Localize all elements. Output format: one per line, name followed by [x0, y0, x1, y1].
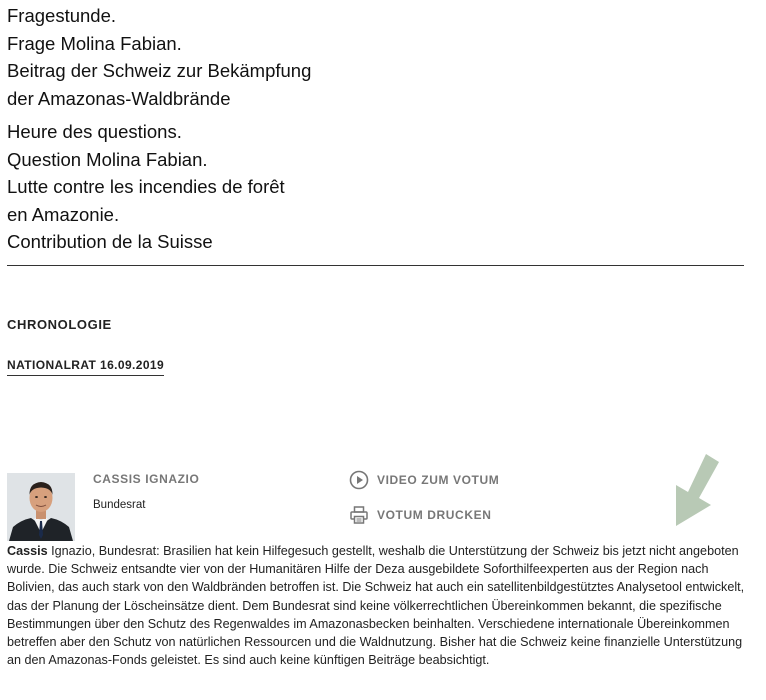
title-line: Frage Molina Fabian. — [7, 32, 182, 54]
title-line: Contribution de la Suisse — [7, 231, 213, 252]
title-line: Beitrag der Schweiz zur Bekämpfung — [7, 60, 312, 81]
arrow-down-left-icon — [668, 452, 724, 528]
video-link-label: VIDEO ZUM VOTUM — [377, 473, 500, 487]
speech-text — [7, 542, 747, 669]
portrait-image — [7, 473, 75, 541]
title-line: Lutte contre les incendies de forêt — [7, 176, 285, 197]
speaker-name[interactable]: CASSIS IGNAZIO — [93, 472, 200, 486]
title-line: Heure des questions. — [7, 121, 182, 142]
print-link-label: VOTUM DRUCKEN — [377, 508, 492, 522]
business-title — [7, 2, 747, 256]
session-link[interactable]: NATIONALRAT 16.09.2019 — [7, 358, 164, 376]
title-german — [7, 2, 747, 112]
divider — [7, 265, 744, 266]
speaker-portrait — [7, 473, 75, 541]
play-circle-icon — [349, 470, 369, 490]
printer-icon — [349, 505, 369, 525]
chronology-heading: CHRONOLOGIE — [7, 317, 112, 332]
speaker-role: Bundesrat — [93, 499, 146, 511]
title-line: en Amazonie. — [7, 203, 120, 225]
print-link[interactable] — [349, 505, 491, 525]
title-line: Question Molina Fabian. — [7, 148, 208, 170]
video-link[interactable] — [349, 470, 499, 490]
title-line: Fragestunde. — [7, 5, 117, 26]
speech-body: Ignazio, Bundesrat: Brasilien hat kein Hilfegesuch gestellt, weshalb die Unterstützung der Schweiz bis jetzt nicht angeboten wurde. Die Schweiz entsandte vier von der Humanitären Hilfe der Deza ausgebildete Soforthilfeexperten aus der Region nach Bolivien, das auch stark von den Waldbränden betroffen ist. Die Schweiz hat auch ein satellitenbildgestütztes Analysetool entwickelt, das der Planung der Löscheinsätze dient. Dem Bundesrat sind keine völkerrechtlichen Übereinkommen bekannt, die spezifische Bestimmungen über den Schutz des Regenwaldes im Amazonasbecken beinhalten. Verschiedene internationale Übereinkommen betreffen aber den Schutz von natürlichen Ressourcen und die Waldnutzung. Bisher hat die Schweiz keine finanzielle Unterstützung an den Amazonas-Fonds geleistet. Es sind auch keine künftigen Beiträge beabsichtigt. — [7, 544, 745, 668]
title-french — [7, 118, 747, 256]
title-line: der Amazonas-Waldbrände — [7, 87, 231, 109]
speech-speaker[interactable]: Cassis — [7, 544, 48, 558]
